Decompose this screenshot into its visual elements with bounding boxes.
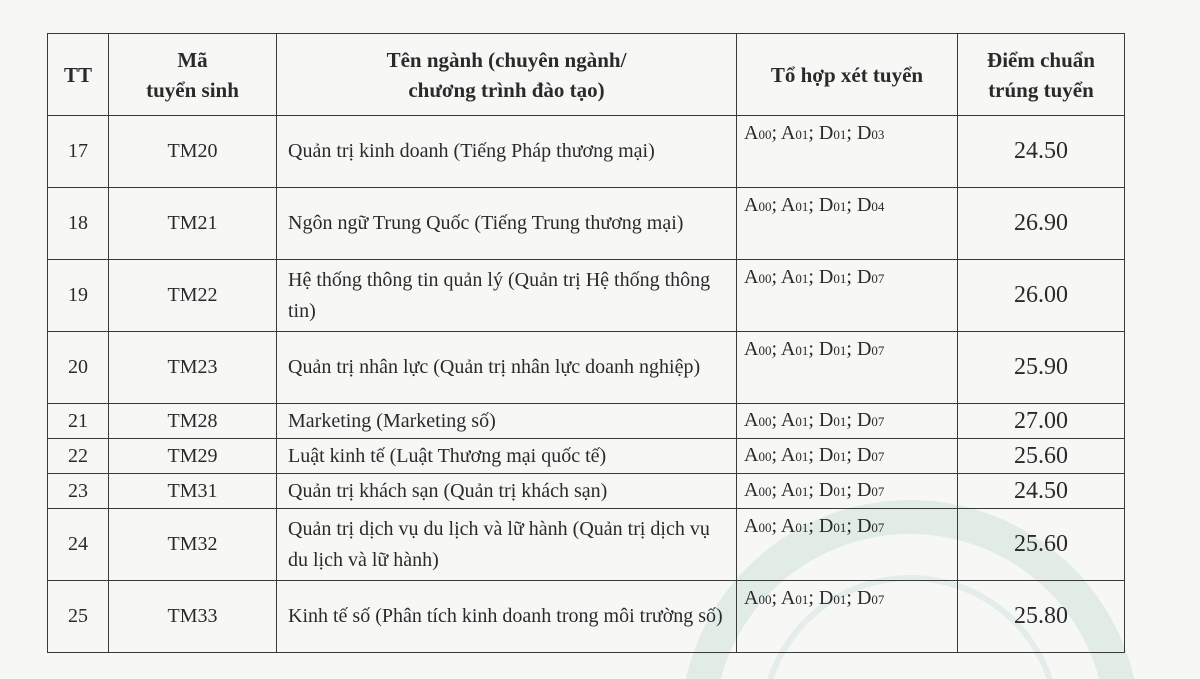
header-score-line2: trúng tuyển [988,77,1094,102]
combo-digits: 00 [758,271,772,286]
table-row [48,439,1125,474]
combo-digits: 01 [795,520,809,535]
combo-letter: A [780,122,796,144]
combo-letter: A [780,194,796,216]
row-tt: 20 [48,332,109,404]
combo-digits: 00 [758,127,772,142]
combo-digits: 01 [833,592,847,607]
header-tt-text: TT [63,62,92,87]
combo-digits: 01 [795,592,809,607]
row-score: 24.50 [958,474,1125,509]
combo-letter: D [856,515,872,537]
combo-letter: A [780,515,796,537]
table-body [48,116,1125,653]
combo-digits: 01 [833,199,847,214]
combo-letter: A [780,338,796,360]
admission-score-table [47,33,1125,653]
combo-digits: 01 [795,271,809,286]
combo-letter: D [818,338,834,360]
row-tt: 23 [48,474,109,509]
header-code [109,34,277,116]
row-name: Quản trị kinh doanh (Tiếng Pháp thương mại) [277,116,737,188]
row-code: TM32 [109,509,277,581]
combo-letter: A [744,587,759,609]
table-row [48,404,1125,439]
combo-digits: 07 [871,414,885,429]
combo-letter: D [818,515,834,537]
combo-digits: 00 [758,414,772,429]
row-score: 24.50 [958,116,1125,188]
row-tt: 17 [48,116,109,188]
combo-digits: 00 [758,592,772,607]
combo-digits: 07 [871,449,885,464]
row-score: 25.90 [958,332,1125,404]
combo-letter: D [818,266,834,288]
row-combo: A00; A01; D01; D07 [737,404,958,439]
row-tt: 21 [48,404,109,439]
combo-letter: D [856,122,872,144]
combo-digits: 01 [795,127,809,142]
row-code: TM21 [109,188,277,260]
combo-digits: 01 [833,414,847,429]
table-row [48,116,1125,188]
row-code: TM23 [109,332,277,404]
row-score: 25.80 [958,581,1125,653]
row-name: Quản trị dịch vụ du lịch và lữ hành (Quản trị dịch vụ du lịch và lữ hành) [277,509,737,581]
row-code: TM20 [109,116,277,188]
combo-digits: 01 [795,484,809,499]
combo-digits: 00 [758,449,772,464]
row-tt: 24 [48,509,109,581]
combo-digits: 01 [833,271,847,286]
table-row [48,581,1125,653]
combo-letter: A [744,122,759,144]
combo-digits: 07 [871,271,885,286]
combo-letter: D [856,444,872,466]
combo-digits: 03 [871,127,885,142]
combo-letter: D [818,444,834,466]
combo-letter: D [856,338,872,360]
table-row [48,188,1125,260]
row-name: Marketing (Marketing số) [277,404,737,439]
row-score: 25.60 [958,439,1125,474]
table-row [48,260,1125,332]
row-combo: A00; A01; D01; D07 [737,509,958,581]
row-code: TM22 [109,260,277,332]
combo-letter: D [856,266,872,288]
row-score: 26.90 [958,188,1125,260]
combo-letter: D [818,587,834,609]
table-row [48,474,1125,509]
header-code-line1: Mã [177,47,208,72]
row-combo: A00; A01; D01; D07 [737,332,958,404]
row-code: TM29 [109,439,277,474]
row-score: 27.00 [958,404,1125,439]
row-name: Luật kinh tế (Luật Thương mại quốc tế) [277,439,737,474]
header-combo-text: Tổ hợp xét tuyển [770,62,924,87]
row-name: Hệ thống thông tin quản lý (Quản trị Hệ thống thông tin) [277,260,737,332]
row-name: Kinh tế số (Phân tích kinh doanh trong môi trường số) [277,581,737,653]
header-name [277,34,737,116]
table-row [48,509,1125,581]
combo-digits: 01 [795,343,809,358]
combo-digits: 01 [795,449,809,464]
combo-digits: 00 [758,199,772,214]
combo-digits: 01 [833,484,847,499]
combo-digits: 00 [758,484,772,499]
row-name: Quản trị khách sạn (Quản trị khách sạn) [277,474,737,509]
combo-letter: D [856,409,872,431]
combo-letter: D [856,194,872,216]
row-score: 25.60 [958,509,1125,581]
combo-letter: D [818,479,834,501]
header-combo [737,34,958,116]
header-code-line2: tuyển sinh [146,77,239,102]
row-tt: 22 [48,439,109,474]
table-row [48,332,1125,404]
row-name: Ngôn ngữ Trung Quốc (Tiếng Trung thương mại) [277,188,737,260]
combo-digits: 01 [833,343,847,358]
combo-digits: 00 [758,343,772,358]
row-tt: 25 [48,581,109,653]
combo-digits: 07 [871,343,885,358]
row-code: TM31 [109,474,277,509]
row-code: TM33 [109,581,277,653]
combo-letter: D [856,587,872,609]
header-score-line1: Điểm chuẩn [987,47,1095,72]
combo-letter: A [780,409,796,431]
combo-letter: A [744,409,759,431]
combo-letter: A [744,444,759,466]
row-combo: A00; A01; D01; D07 [737,439,958,474]
row-combo: A00; A01; D01; D04 [737,188,958,260]
row-combo: A00; A01; D01; D03 [737,116,958,188]
row-code: TM28 [109,404,277,439]
combo-digits: 01 [795,414,809,429]
header-score [958,34,1125,116]
combo-letter: A [780,587,796,609]
combo-letter: A [744,479,759,501]
combo-letter: A [744,338,759,360]
row-name: Quản trị nhân lực (Quản trị nhân lực doanh nghiệp) [277,332,737,404]
combo-digits: 01 [833,449,847,464]
row-score: 26.00 [958,260,1125,332]
row-combo: A00; A01; D01; D07 [737,474,958,509]
combo-letter: D [818,122,834,144]
combo-digits: 07 [871,484,885,499]
combo-letter: A [780,479,796,501]
combo-digits: 00 [758,520,772,535]
row-tt: 19 [48,260,109,332]
combo-letter: A [744,194,759,216]
combo-digits: 01 [795,199,809,214]
header-name-line2: chương trình đào tạo) [408,77,605,102]
combo-letter: A [744,515,759,537]
combo-letter: D [818,194,834,216]
row-tt: 18 [48,188,109,260]
row-combo: A00; A01; D01; D07 [737,581,958,653]
combo-digits: 01 [833,520,847,535]
table-header [48,34,1125,116]
header-row [48,34,1125,116]
combo-digits: 01 [833,127,847,142]
combo-letter: A [744,266,759,288]
combo-letter: D [818,409,834,431]
combo-digits: 07 [871,520,885,535]
row-combo: A00; A01; D01; D07 [737,260,958,332]
combo-letter: A [780,266,796,288]
combo-digits: 07 [871,592,885,607]
header-name-line1: Tên ngành (chuyên ngành/ [386,47,627,72]
combo-letter: A [780,444,796,466]
header-tt [48,34,109,116]
combo-digits: 04 [871,199,885,214]
combo-letter: D [856,479,872,501]
